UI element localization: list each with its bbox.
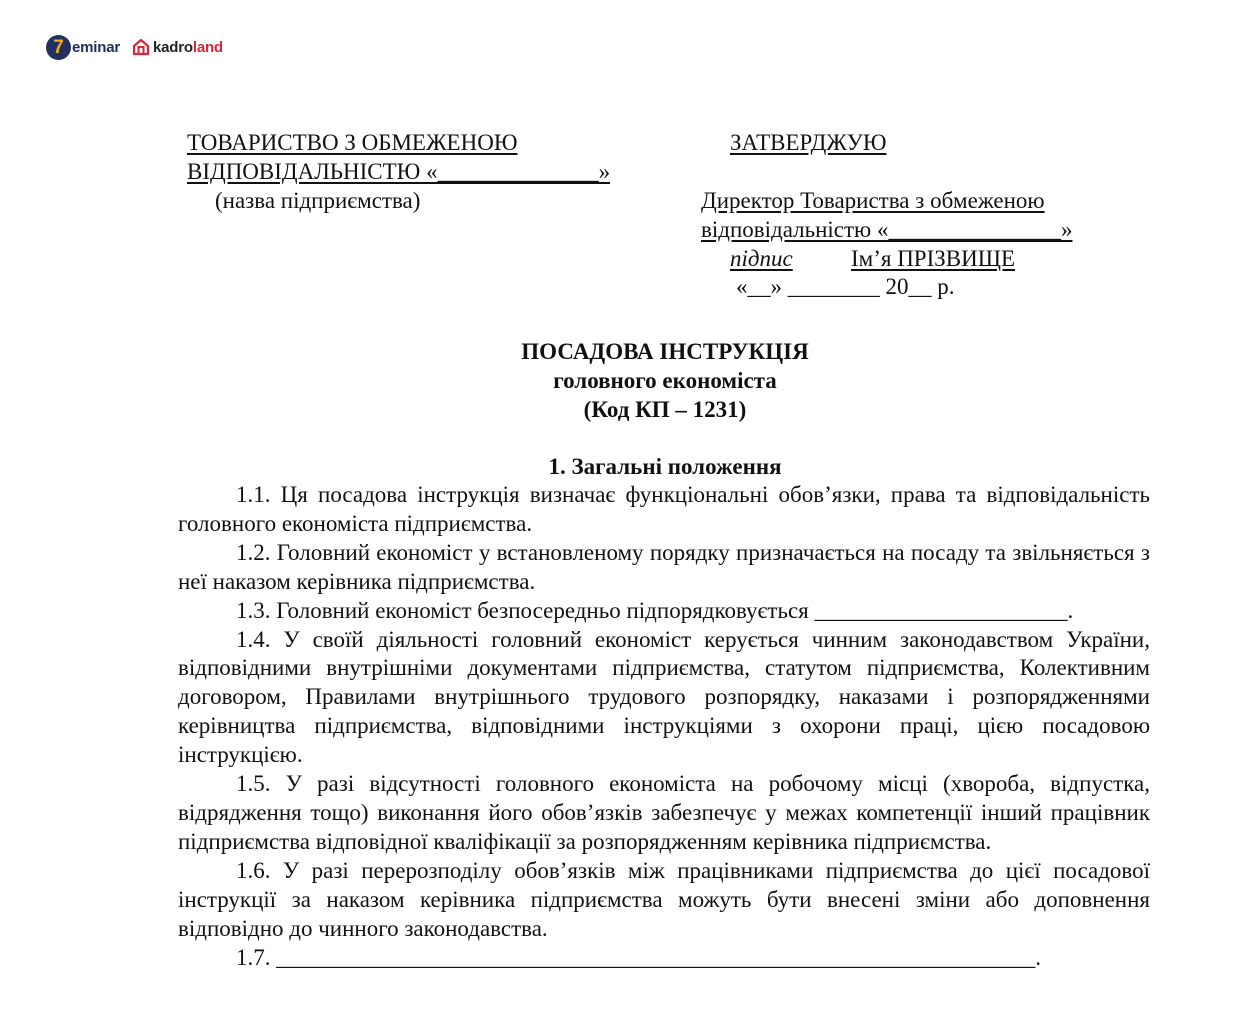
seminar-logo [46,35,120,60]
logo-bar [46,33,223,61]
document-code: (Код КП – 1231) [583,397,747,422]
section-heading: 1. Загальні положення [548,454,782,479]
director-line1: Директор Товариства з обмеженою [701,188,1045,213]
seminar-logo-text: eminar [72,38,120,56]
paragraph-1-3: 1.3. Головний економіст безпосередньо підпорядковується ______________________. [236,597,1074,623]
date-line: «__» ________ 20__ р. [736,274,955,299]
paragraph-1-6: 1.6. У разі перерозподілу обов’язків між працівниками підприємства до цієї посадової інструкції за наказом керівника підприємства можуть бути внесені зміни або доповнення відповідно до чинного законодавства. [178,857,1150,941]
document-title: ПОСАДОВА ІНСТРУКЦІЯ [521,339,809,364]
kadroland-logo-accent: land [192,38,223,56]
house-icon [132,38,150,56]
seminar-logo-badge: 7 [46,35,71,60]
section-body [178,481,1150,972]
company-name-line1: ТОВАРИСТВО З ОБМЕЖЕНОЮ [187,130,518,155]
paragraph-1-4: 1.4. У своїй діяльності головний економіст керується чинним законодавством України, відповідними внутрішніми документами підприємства, статутом підприємства, Колективним договором, Правилами внутрішнього трудового розпорядку, наказами і розпорядженнями керівництва підприємства, відповідними інструкціями з охорони праці, цією посадовою інструкцією. [178,626,1150,768]
company-name-note: (назва підприємства) [215,188,421,213]
approve-label: ЗАТВЕРДЖУЮ [730,130,887,155]
paragraph-1-2: 1.2. Головний економіст у встановленому порядку призначається на посаду та звільняється з неї наказом керівника підприємства. [178,539,1150,594]
kadroland-logo-text [153,39,223,56]
kadroland-logo [132,38,223,56]
document-subtitle: головного економіста [553,368,777,393]
name-label: Ім’я ПРІЗВИЩЕ [851,246,1015,271]
paragraph-1-5: 1.5. У разі відсутності головного економіста на робочому місці (хвороба, відпустка, відрядження тощо) виконання його обов’язків забезпечує у межах компетенції інший працівник підприємства відповідної кваліфікації за розпорядженням керівника підприємства. [178,771,1150,854]
paragraph-1-7: 1.7. __________________________________________________________________. [236,944,1041,970]
director-line2: відповідальністю «_______________» [701,217,1073,242]
signature-label: підпис [730,246,793,271]
paragraph-1-1: 1.1. Ця посадова інструкція визначає функціональні обов’язки, права та відповідальність головного економіста підприємства. [178,482,1150,536]
company-name-line2: ВІДПОВІДАЛЬНІСТЮ «______________» [187,159,611,184]
kadroland-logo-main: kadro [153,38,193,56]
